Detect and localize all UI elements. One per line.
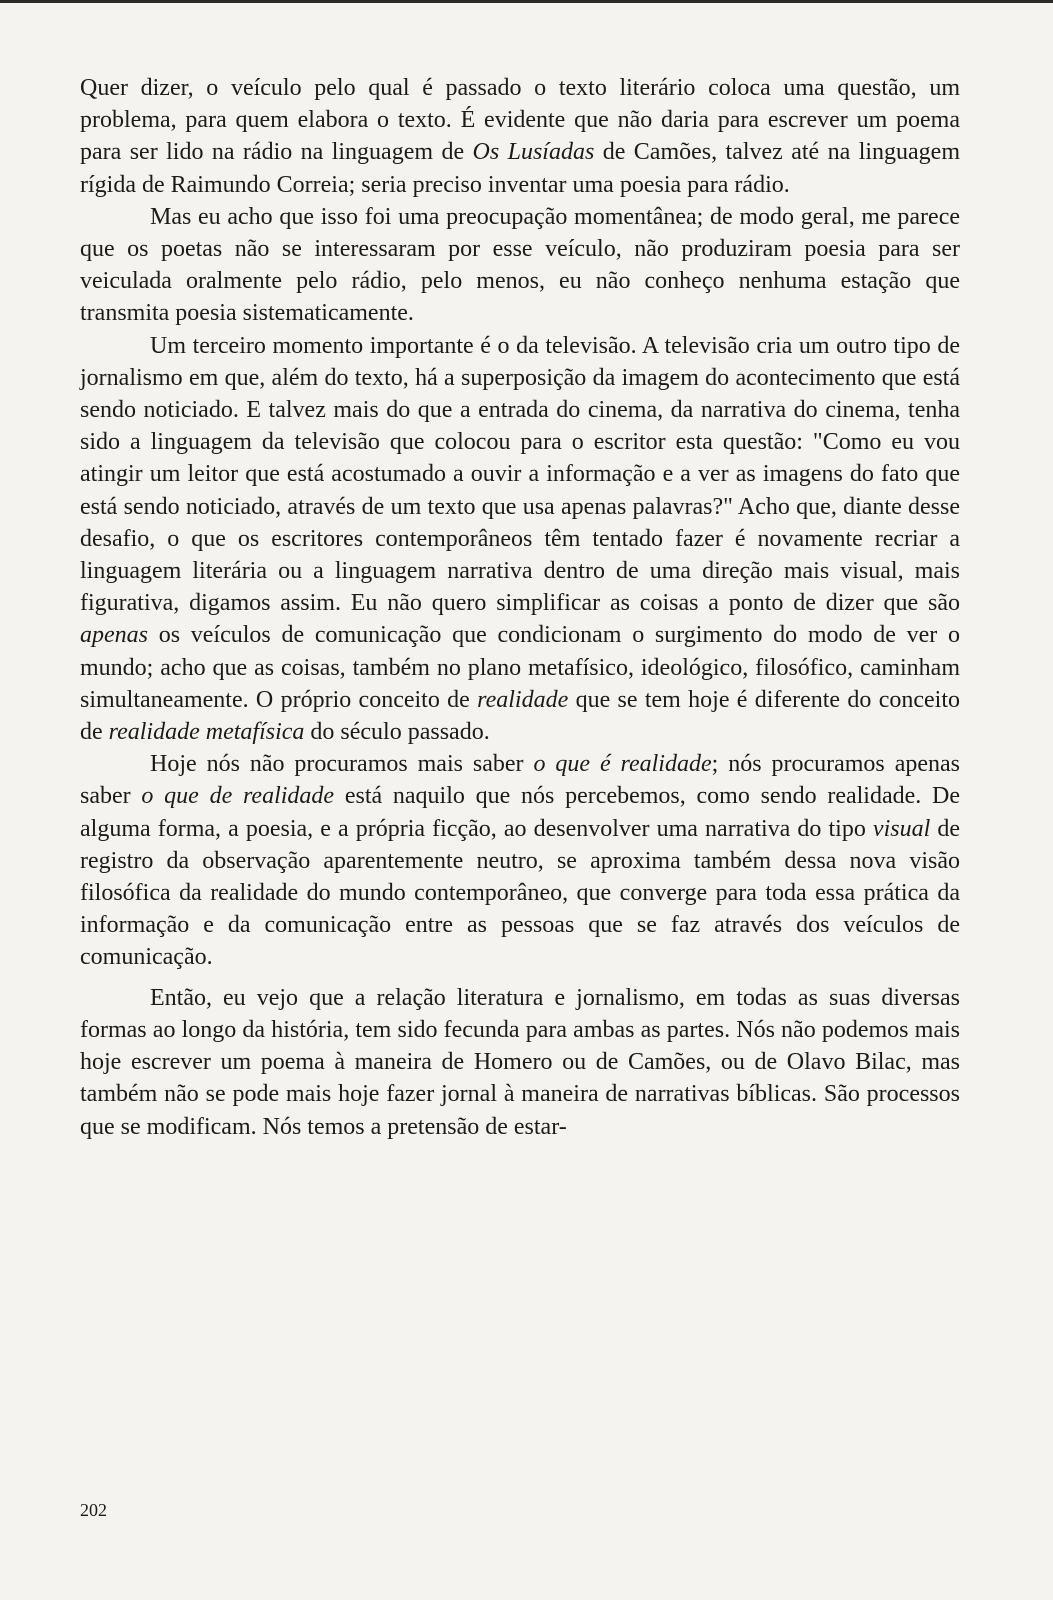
italic-text: Os Lusíadas — [472, 139, 595, 166]
italic-text: apenas — [80, 622, 148, 649]
paragraph — [80, 330, 960, 749]
italic-text: realidade — [477, 686, 569, 713]
text-run: está naquilo que nós percebemos, como sendo realidade. De alguma forma, a poesia, e a própria ficção, ao desenvolver uma narrativa do tipo — [80, 783, 961, 842]
text-run: que se tem hoje é diferente do conceito de — [80, 686, 960, 746]
italic-text: visual — [872, 815, 931, 842]
italic-text: o que de realidade — [141, 783, 335, 810]
text-run: de registro da observação aparentemente neutro, se aproxima também dessa nova visão filosófica da realidade do mundo contemporâneo, que converge para toda essa prática da informação e da comunicação entre as pessoas que se faz através dos veículos de comunicação. — [80, 815, 960, 971]
text-run: do século passado. — [304, 719, 490, 746]
text-run: de Camões, talvez até na linguagem rígida de Raimundo Correia; seria preciso inventar uma poesia para rádio. — [80, 139, 960, 198]
body-text — [80, 72, 960, 1143]
text-run: os veículos de comunicação que condicionam o surgimento do modo de ver o mundo; acho que as coisas, também no plano metafísico, ideológico, filosófico, caminham simultaneamente. O próprio conceito de — [80, 622, 960, 713]
paragraph — [80, 72, 960, 201]
top-border — [0, 0, 1053, 3]
italic-text: o que é realidade — [533, 751, 712, 778]
paragraph — [80, 982, 960, 1143]
text-run: Hoje nós não procuramos mais saber — [150, 751, 534, 778]
paragraph — [80, 201, 960, 330]
text-run: ; nós procuramos apenas saber — [80, 751, 960, 810]
page-number: 202 — [80, 1500, 107, 1520]
paragraph — [80, 748, 960, 973]
text-run: Quer dizer, o veículo pelo qual é passado o texto literário coloca uma questão, um problema, para quem elabora o texto. É evidente que não daria para escrever um poema para ser lido na rádio na linguagem de — [80, 75, 960, 166]
text-run: Um terceiro momento importante é o da televisão. A televisão cria um outro tipo de jornalismo em que, além do texto, há a superposição da imagem do acontecimento que está sendo noticiado. E talvez mais do que a entrada do cinema, da narrativa do cinema, tenha sido a linguagem da televisão que colocou para o escritor esta questão: "Como eu vou atingir um leitor que está acostumado a ouvir a informação e a ver as imagens do fato que está sendo noticiado, através de um texto que usa apenas palavras?" Acho que, diante desse desafio, o que os escritores contemporâneos têm tentado fazer é novamente recriar a linguagem literária ou a linguagem narrativa dentro de uma direção mais visual, mais figurativa, digamos assim. Eu não quero simplificar as coisas a ponto de dizer que são — [80, 332, 960, 617]
italic-text: realidade metafísica — [108, 719, 305, 746]
text-run: Então, eu vejo que a relação literatura e jornalismo, em todas as suas diversas formas ao longo da história, tem sido fecunda para ambas as partes. Nós não podemos mais hoje escrever um poema à maneira de Homero ou de Camões, ou de Olavo Bilac, mas também não se pode mais hoje fazer jornal à maneira de narrativas bíblicas. São processos que se modificam. Nós temos a pretensão de estar- — [80, 984, 960, 1140]
text-run: Mas eu acho que isso foi uma preocupação momentânea; de modo geral, me parece que os poetas não se interessaram por esse veículo, não produziram poesia para ser veiculada oralmente pelo rádio, pelo menos, eu não conheço nenhuma estação que transmita poesia sistematicamente. — [80, 203, 960, 327]
